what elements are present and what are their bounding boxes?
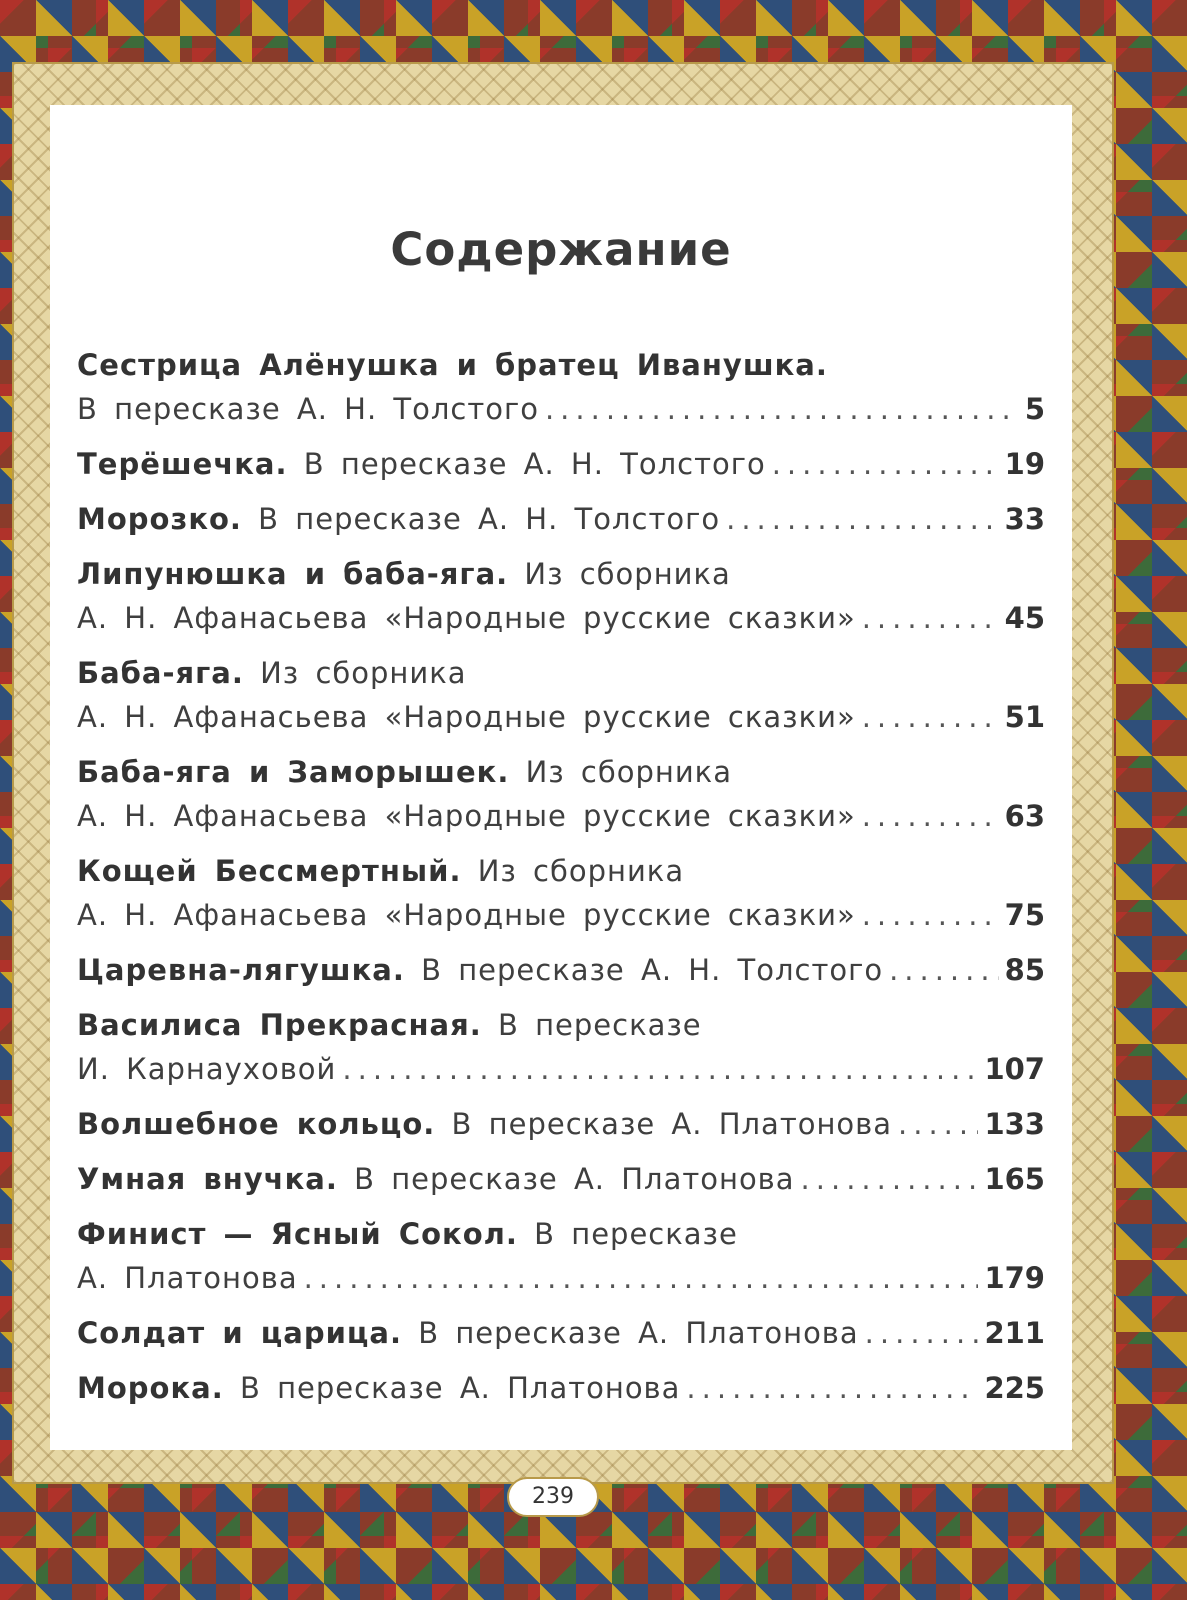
dot-leader bbox=[772, 447, 999, 481]
entry-source-intro: В пересказе bbox=[534, 1217, 738, 1251]
entry-source: А. Н. Афанасьева «Народные русские сказки» bbox=[77, 799, 856, 833]
entry-page: 179 bbox=[984, 1261, 1045, 1295]
dot-leader bbox=[889, 953, 999, 987]
dot-leader bbox=[686, 1371, 978, 1405]
entry-page: 85 bbox=[1004, 953, 1045, 987]
toc-entry[interactable] bbox=[77, 953, 1045, 997]
entry-title: Кощей Бессмертный. bbox=[77, 854, 462, 888]
toc-entry[interactable] bbox=[77, 1316, 1045, 1360]
entry-source: В пересказе А. Платонова bbox=[451, 1107, 893, 1141]
entry-page: 225 bbox=[984, 1371, 1045, 1405]
entry-page: 45 bbox=[1004, 601, 1045, 635]
entry-title: Сестрица Алёнушка и братец Иванушка. bbox=[77, 348, 828, 382]
toc-entry[interactable] bbox=[77, 656, 1045, 744]
toc-entry[interactable] bbox=[77, 447, 1045, 491]
entry-page: 133 bbox=[984, 1107, 1045, 1141]
dot-leader bbox=[862, 700, 999, 734]
entry-source: А. Н. Афанасьева «Народные русские сказки» bbox=[77, 700, 856, 734]
entry-title: Волшебное кольцо. bbox=[77, 1107, 436, 1141]
entry-page: 107 bbox=[984, 1052, 1045, 1086]
dot-leader bbox=[898, 1107, 978, 1141]
entry-source-intro: Из сборника bbox=[477, 854, 685, 888]
entry-source: В пересказе А. Платонова bbox=[239, 1371, 681, 1405]
entry-source: В пересказе А. Н. Толстого bbox=[258, 502, 721, 536]
dot-leader bbox=[862, 601, 999, 635]
entry-source: В пересказе А. Н. Толстого bbox=[77, 392, 539, 426]
entry-page: 211 bbox=[984, 1316, 1045, 1350]
entry-title: Морока. bbox=[77, 1371, 224, 1405]
entry-source-intro: Из сборника bbox=[260, 656, 467, 690]
toc-entry[interactable] bbox=[77, 1008, 1045, 1096]
entry-page: 63 bbox=[1004, 799, 1045, 833]
dot-leader bbox=[865, 1316, 979, 1350]
entry-source: В пересказе А. Платонова bbox=[418, 1316, 859, 1350]
dot-leader bbox=[545, 392, 1019, 426]
entry-title: Морозко. bbox=[77, 502, 242, 536]
page-title: Содержание bbox=[390, 223, 732, 276]
dot-leader bbox=[726, 502, 999, 536]
entry-page: 75 bbox=[1004, 898, 1045, 932]
entry-page: 33 bbox=[1004, 502, 1045, 536]
dot-leader bbox=[342, 1052, 978, 1086]
toc-entry[interactable] bbox=[77, 854, 1045, 942]
entry-source-intro: В пересказе bbox=[497, 1008, 702, 1042]
entry-source-intro: Из сборника bbox=[524, 557, 731, 591]
entry-page: 51 bbox=[1004, 700, 1045, 734]
entry-title: Финист — Ясный Сокол. bbox=[77, 1217, 518, 1251]
dot-leader bbox=[862, 799, 999, 833]
dot-leader bbox=[304, 1261, 979, 1295]
entry-source: А. Платонова bbox=[77, 1261, 298, 1295]
entry-source: А. Н. Афанасьева «Народные русские сказки» bbox=[77, 898, 856, 932]
entry-title: Царевна-лягушка. bbox=[77, 953, 405, 987]
entry-title: Солдат и царица. bbox=[77, 1316, 402, 1350]
dot-leader bbox=[801, 1162, 979, 1196]
dot-leader bbox=[862, 898, 999, 932]
entry-title: Умная внучка. bbox=[77, 1162, 338, 1196]
toc-entry[interactable] bbox=[77, 502, 1045, 546]
toc-entry[interactable] bbox=[77, 1371, 1045, 1415]
toc-entry[interactable] bbox=[77, 557, 1045, 645]
entry-title: Липунюшка и баба-яга. bbox=[77, 557, 509, 591]
toc-entry[interactable] bbox=[77, 755, 1045, 843]
entry-title: Василиса Прекрасная. bbox=[77, 1008, 482, 1042]
toc-entry[interactable] bbox=[77, 1217, 1045, 1305]
entry-source: А. Н. Афанасьева «Народные русские сказки» bbox=[77, 601, 856, 635]
entry-title: Баба-яга и Заморышек. bbox=[77, 755, 510, 789]
toc-entry[interactable] bbox=[77, 1162, 1045, 1206]
entry-source: И. Карнауховой bbox=[77, 1052, 337, 1086]
entry-page: 165 bbox=[984, 1162, 1045, 1196]
toc-entry[interactable] bbox=[77, 348, 1045, 436]
table-of-contents bbox=[77, 348, 1045, 1415]
entry-page: 5 bbox=[1024, 392, 1045, 426]
entry-source: В пересказе А. Н. Толстого bbox=[421, 953, 884, 987]
entry-title: Терёшечка. bbox=[77, 447, 288, 481]
entry-source-intro: Из сборника bbox=[525, 755, 732, 789]
page-number-badge: 239 bbox=[507, 1477, 599, 1517]
entry-source: В пересказе А. Н. Толстого bbox=[303, 447, 766, 481]
entry-page: 19 bbox=[1004, 447, 1045, 481]
entry-title: Баба-яга. bbox=[77, 656, 244, 690]
toc-page bbox=[50, 105, 1072, 1450]
entry-source: В пересказе А. Платонова bbox=[354, 1162, 795, 1196]
toc-entry[interactable] bbox=[77, 1107, 1045, 1151]
